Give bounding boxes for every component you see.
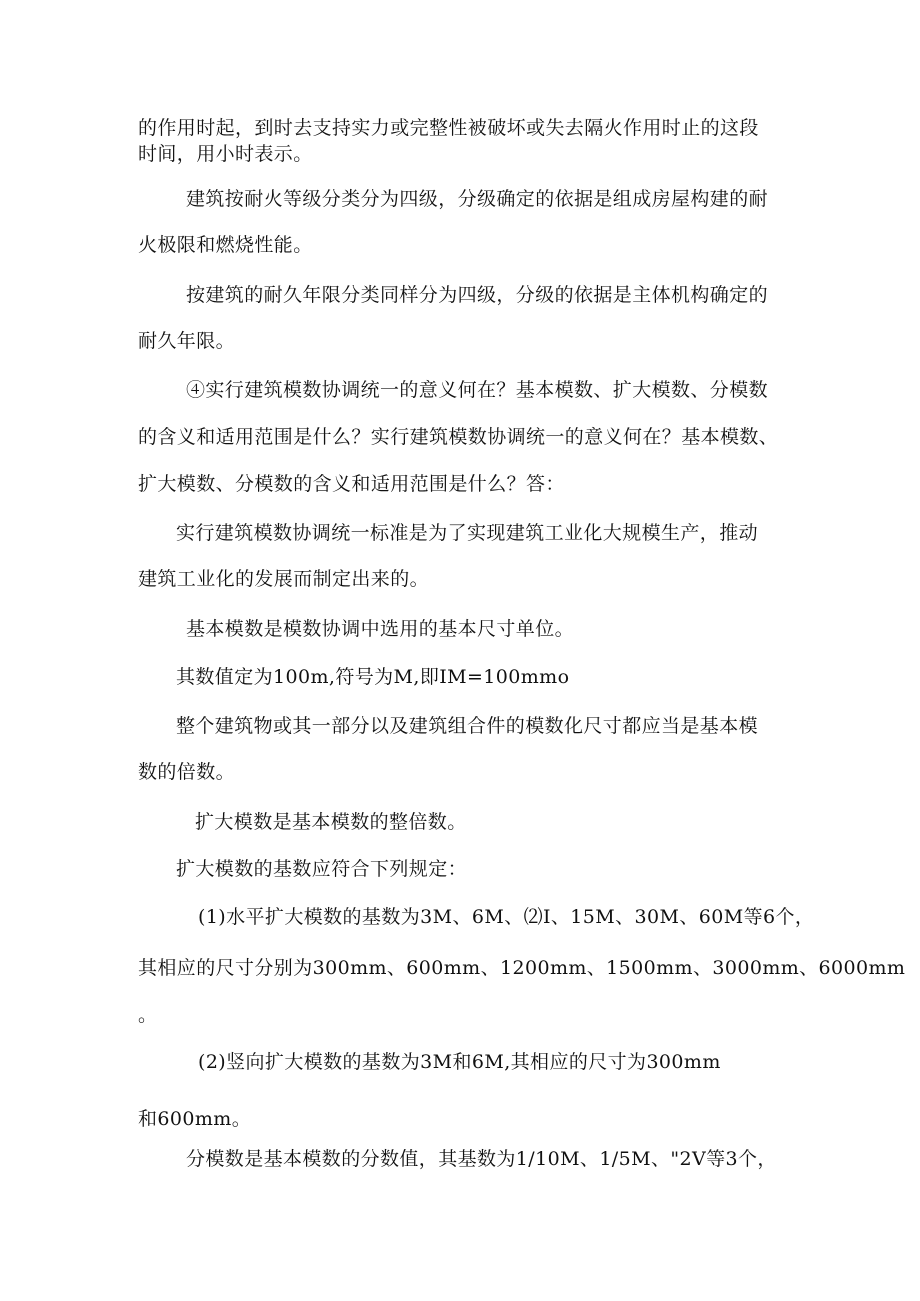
- text-line: (2)竖向扩大模数的基数为3M和6M,其相应的尺寸为300mm: [198, 1051, 721, 1073]
- text-line: 其相应的尺寸分别为300mm、600mm、1200mm、1500mm、3000mm、6000mm: [138, 957, 906, 979]
- text-line: 其数值定为100m,符号为M,即IM=100mmo: [176, 666, 570, 688]
- text-line: ④实行建筑模数协调统一的意义何在？基本模数、扩大模数、分模数: [186, 379, 769, 401]
- text-line: 扩大模数是基本模数的整倍数。: [195, 811, 467, 833]
- text-line: 基本模数是模数协调中选用的基本尺寸单位。: [186, 618, 575, 640]
- text-line: 建筑工业化的发展而制定出来的。: [138, 568, 430, 590]
- text-line: 建筑按耐火等级分类分为四级，分级确定的依据是组成房屋构建的耐: [186, 188, 769, 210]
- text-line: 按建筑的耐久年限分类同样分为四级，分级的依据是主体机构确定的: [186, 284, 769, 306]
- text-line: (1)水平扩大模数的基数为3M、6M、⑵I、15M、30M、60M等6个，: [198, 906, 815, 928]
- text-line: 实行建筑模数协调统一标准是为了实现建筑工业化大规模生产，推动: [176, 522, 759, 544]
- text-line: 火极限和燃烧性能。: [138, 234, 313, 256]
- text-line: 扩大模数的基数应符合下列规定：: [176, 858, 468, 880]
- text-line: 。: [138, 1004, 158, 1026]
- text-line: 和600mm。: [138, 1108, 252, 1130]
- text-line: 时间，用小时表示。: [138, 143, 313, 165]
- text-line: 分模数是基本模数的分数值，其基数为1/10M、1/5M、"2V等3个，: [186, 1148, 777, 1170]
- text-line: 耐久年限。: [138, 330, 236, 352]
- text-line: 整个建筑物或其一部分以及建筑组合件的模数化尺寸都应当是基本模: [176, 715, 759, 737]
- text-line: 的含义和适用范围是什么？实行建筑模数协调统一的意义何在？基本模数、: [138, 426, 779, 448]
- text-line: 的作用时起，到时去支持实力或完整性被破坏或失去隔火作用时止的这段: [138, 117, 759, 139]
- text-line: 数的倍数。: [138, 761, 236, 783]
- text-line: 扩大模数、分模数的含义和适用范围是什么？答：: [138, 473, 565, 495]
